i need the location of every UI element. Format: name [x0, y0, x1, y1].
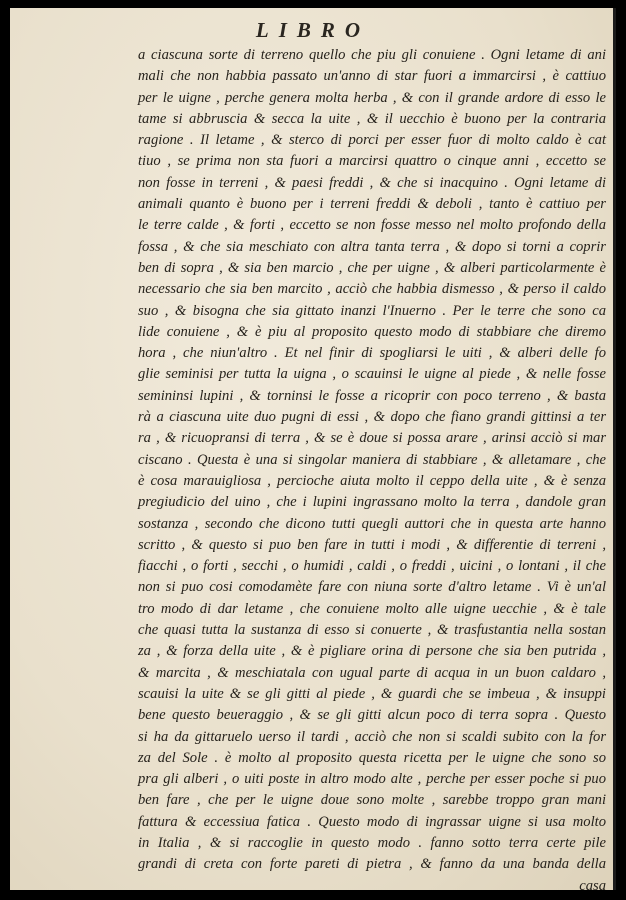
text-line: semininsi lupini , & torninsi le fosse a ricoprir con poco terreno , & basta	[138, 387, 606, 404]
text-line: glie seminisi per tutta la uigna , o scauinsi le uigne al piede , & nelle fosse	[138, 366, 606, 383]
text-line: è cosa marauigliosa , percioche aiuta molto il ceppo della uite , & è senza	[138, 472, 606, 489]
text-line: ra , & ricuopransi di terra , & se è doue si possa arare , arinsi acciò si mar	[138, 430, 606, 447]
text-line: pra gli alberi , o uiti poste in altro modo alte , perche per esser poche si puo	[138, 771, 606, 788]
catchword: casa	[579, 877, 606, 894]
text-line: tame si abbruscia & secca la uite , & il uecchio è buono per la contraria	[138, 110, 606, 127]
text-line: lide conuiene , & è piu al proposito questo modo di stabbiare che diremo	[138, 323, 606, 340]
text-line: ben di sopra , & sia ben marcio , che per uigne , & alberi particolarmente è	[138, 259, 606, 276]
text-line: mali che non habbia passato un'anno di star fuori a immarcirsi , è cattiuo	[138, 68, 606, 85]
text-line: suo , & bisogna che sia gittato inanzi l'Inuerno . Per le terre che sono ca	[138, 302, 606, 319]
text-line: tiuo , se prima non sta fuori a marcirsi quattro o cinque anni , eccetto se	[138, 153, 606, 170]
text-line: rà a ciascuna uite duo pugni di essi , & dopo che fiano grandi gittinsi a ter	[138, 409, 606, 426]
text-line: a ciascuna sorte di terreno quello che piu gli conuiene . Ogni letame di ani	[138, 47, 606, 63]
text-line: tro modo di dar letame , che conuiene molto alle uigne uecchie , & è tale	[138, 600, 606, 617]
text-line: in Italia , & si raccoglie in questo modo . fanno sotto terra certe pile	[138, 834, 606, 851]
text-line: si ha da gittaruelo uerso il tardi , acciò che non si scaldi subito con la for	[138, 728, 606, 745]
text-line: za del Sole . è molto al proposito questa ricetta per le uigne che sono so	[138, 749, 606, 766]
text-line: sostanza , secondo che dicono tutti quegli auttori che in questa arte hanno	[138, 515, 606, 532]
text-line: necessario che sia ben marcito , acciò che habbia dismesso , & perso il caldo	[138, 281, 606, 298]
text-line: ciscano . Questa è una si singolar maniera di stabbiare , & alletamare , che	[138, 451, 606, 468]
body-text	[138, 45, 606, 897]
text-line: per le uigne , perche genera molta herba , & con il grande ardore di esso le	[138, 89, 606, 106]
text-line: che quasi tutta la sustanza di esso si conuerte , & trasfustantia nella sostan	[138, 622, 606, 639]
text-line: za , & forza della uite , & è pigliare orina di persone che sia ben putrida ,	[138, 643, 606, 660]
text-line: ragione . Il letame , & sterco di porci per esser fuor di molto caldo è cat	[138, 132, 606, 149]
text-line: bene questo beueraggio , & se gli gitti alcun poco di terra sopra . Questo	[138, 707, 606, 724]
book-page	[10, 8, 616, 894]
text-line: hora , che niun'altro . Et nel finir di spogliarsi le uiti , & alberi delle fo	[138, 345, 606, 362]
text-line: scritto , & questo si puo ben fare in tutti i modi , & differentie di terreni ,	[138, 536, 606, 553]
text-line: fiacchi , o forti , secchi , o humidi , caldi , o freddi , uicini , o lontani , il che	[138, 558, 606, 575]
text-line: non fosse in terreni , & paesi freddi , & che si inacquino . Ogni letame di	[138, 174, 606, 191]
text-line: fattura & eccessiua fatica . Questo modo di ingrassar uigne si usa molto	[138, 813, 606, 830]
text-line: non si puo cosi comodamète fare con niuna sorte d'altro letame . Vi è un'al	[138, 579, 606, 596]
text-line: pregiudicio del uino , che i lupini ingrassano molto la terra , dandole gran	[138, 494, 606, 511]
page-edge-shadow	[613, 8, 616, 890]
text-line: scauisi la uite & se gli gitti al piede , & guardi che se imbeua , & insuppi	[138, 685, 606, 702]
text-line: fossa , & che sia meschiato con altra tanta terra , & dopo si torni a coprir	[138, 238, 606, 255]
text-line: ben fare , che per le uigne doue sono molte , sarebbe troppo gran mani	[138, 792, 606, 809]
text-line: grandi di creta con forte pareti di pietra , & fanno da una banda della	[138, 856, 606, 873]
text-line: animali quanto è buono per i terreni freddi & deboli , tanto è cattiuo per	[138, 196, 606, 213]
running-title: LIBRO	[255, 18, 371, 42]
text-line: & marcita , & meschiatala con ugual parte di acqua in un buon caldaro ,	[138, 664, 606, 681]
text-line: le terre calde , & forti , eccetto se non fosse messo nel molto profondo della	[138, 217, 606, 234]
